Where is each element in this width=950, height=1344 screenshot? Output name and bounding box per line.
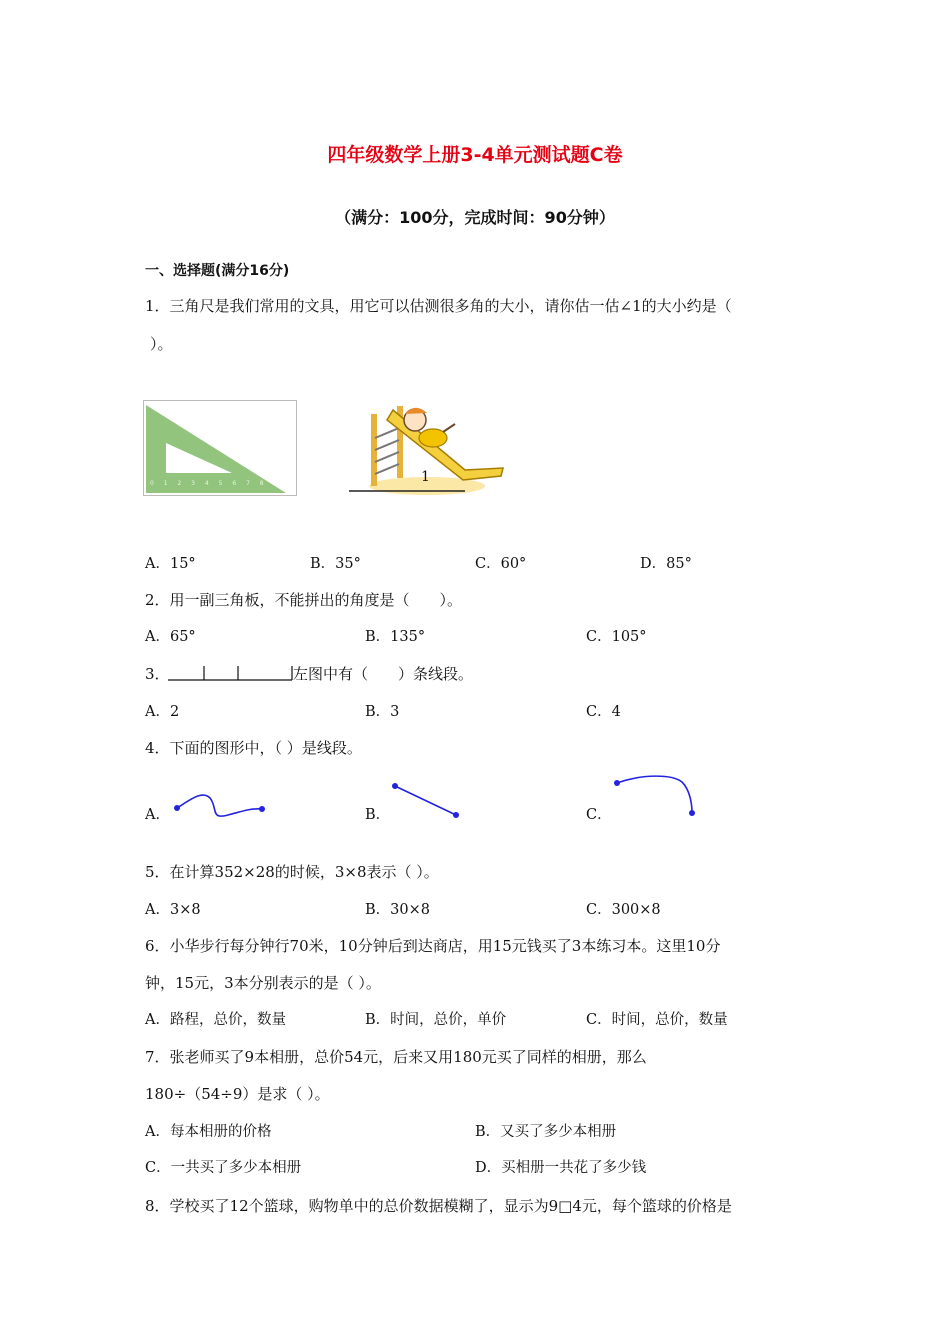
q1-option-d[interactable]: D．85° <box>640 556 692 572</box>
section-heading: 一、选择题(满分16分) <box>145 263 290 279</box>
angle-1-label: 1 <box>421 469 430 485</box>
q1-option-b[interactable]: B．35° <box>310 556 361 572</box>
question-5-text: 5．在计算352×28的时候，3×8表示（ ）。 <box>145 863 439 881</box>
question-1-text-end: ）。 <box>150 335 173 353</box>
question-1-text: 1．三角尺是我们常用的文具，用它可以估测很多角的大小，请你估一估∠1的大小约是（ <box>145 297 732 315</box>
question-4-text: 4．下面的图形中，（ ）是线段。 <box>145 739 362 757</box>
curve-a-figure <box>170 780 270 830</box>
q2-option-a[interactable]: A．65° <box>145 629 196 645</box>
segment-figure <box>165 662 305 684</box>
question-3-text: 左图中有（ ）条线段。 <box>293 665 474 683</box>
q4-option-c[interactable]: C． <box>586 807 612 823</box>
q1-option-c[interactable]: C．60° <box>475 556 527 572</box>
q3-option-c[interactable]: C．4 <box>586 704 621 720</box>
q1-option-a[interactable]: A．15° <box>145 556 196 572</box>
question-7-text-cont: 180÷（54÷9）是求（ ）。 <box>145 1085 330 1103</box>
question-6-text-cont: 钟，15元，3本分别表示的是（ ）。 <box>145 974 381 992</box>
slide-illustration <box>345 398 510 498</box>
q3-option-b[interactable]: B．3 <box>365 704 400 720</box>
q7-option-a[interactable]: A．每本相册的价格 <box>145 1124 272 1140</box>
q7-option-c[interactable]: C．一共买了多少本相册 <box>145 1160 302 1176</box>
q3-option-a[interactable]: A．2 <box>145 704 180 720</box>
question-6-text: 6．小华步行每分钟行70米，10分钟后到达商店，用15元钱买了3本练习本。这里10分 <box>145 937 721 955</box>
q5-option-b[interactable]: B．30×8 <box>365 902 430 918</box>
q2-option-b[interactable]: B．135° <box>365 629 426 645</box>
set-square-image <box>143 400 297 496</box>
q7-option-b[interactable]: B．又买了多少本相册 <box>475 1124 617 1140</box>
question-2-text: 2．用一副三角板，不能拼出的角度是（ ）。 <box>145 591 463 609</box>
question-7-text: 7．张老师买了9本相册，总价54元，后来又用180元买了同样的相册，那么 <box>145 1048 647 1066</box>
q7-option-d[interactable]: D．买相册一共花了多少钱 <box>475 1160 647 1176</box>
q5-option-a[interactable]: A．3×8 <box>145 902 201 918</box>
q2-option-c[interactable]: C．105° <box>586 629 647 645</box>
curve-c-figure <box>612 770 702 820</box>
q6-option-b[interactable]: B．时间，总价，单价 <box>365 1012 507 1028</box>
question-3-number: 3． <box>145 665 170 683</box>
q6-option-a[interactable]: A．路程，总价，数量 <box>145 1012 286 1028</box>
q6-option-c[interactable]: C．时间，总价，数量 <box>586 1012 728 1028</box>
segment-b-figure <box>388 780 468 820</box>
question-8-text: 8．学校买了12个篮球，购物单中的总价数据模糊了，显示为9□4元，每个篮球的价格是 <box>145 1197 732 1215</box>
page-title: 四年级数学上册3-4单元测试题C卷 <box>327 144 623 166</box>
ruler-marks: 0 1 2 3 4 5 6 7 8 <box>150 480 268 487</box>
page-subtitle: （满分：100分，完成时间：90分钟） <box>335 208 615 227</box>
q4-option-b[interactable]: B． <box>365 807 391 823</box>
q4-option-a[interactable]: A． <box>145 807 170 823</box>
q5-option-c[interactable]: C．300×8 <box>586 902 661 918</box>
